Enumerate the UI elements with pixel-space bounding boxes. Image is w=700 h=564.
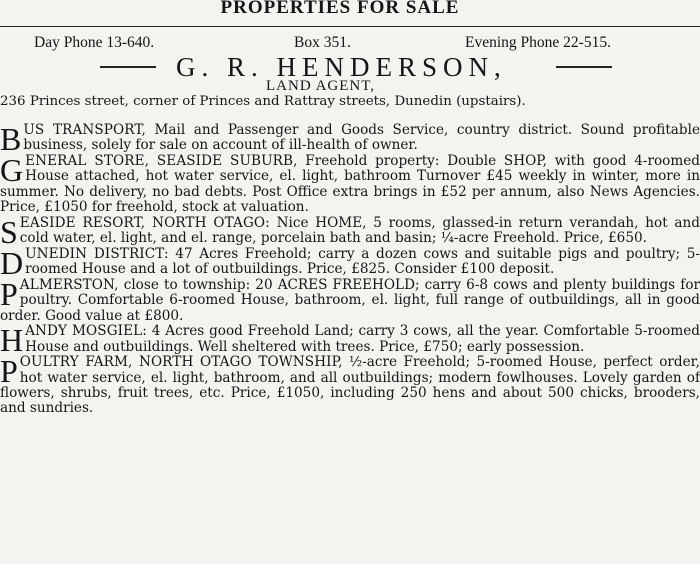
- listing-text: Nice HOME, 5 rooms, glassed-in return verandah, hot and cold water, el. light, and el. range, porcelain bath and basin; ¼-acre Freehold. Price, £650.: [19, 215, 700, 247]
- day-phone: Day Phone 13-640.: [34, 34, 155, 51]
- listing-text: Mail and Passenger and Goods Service, country district. Sound profitable business, solely for sale on account of ill-health of owner.: [23, 123, 700, 154]
- section-title: PROPERTIES FOR SALE: [220, 0, 460, 18]
- contact-row: [0, 34, 700, 54]
- listing-handy-mosgiel: [0, 324, 700, 355]
- header-rule: [0, 26, 700, 27]
- evening-phone: Evening Phone 22-515.: [465, 34, 611, 51]
- drop-cap: B: [0, 123, 22, 154]
- right-dash: [556, 66, 612, 68]
- listing-dunedin-district: [0, 247, 700, 278]
- listing-palmerston: [0, 278, 700, 324]
- listing-lead: EASIDE RESORT, NORTH OTAGO:: [19, 215, 270, 231]
- box-number: Box 351.: [294, 34, 351, 51]
- drop-cap: G: [0, 154, 24, 189]
- listing-general-store: [0, 154, 700, 215]
- drop-cap: P: [0, 277, 18, 312]
- drop-cap: S: [0, 215, 18, 247]
- listing-text: Freehold property: Double SHOP, with good 4-roomed House attached, hot water service, el. light, bathroom Turnover £45 weekly in winter, more in summer. No delivery, no bad debts. Post Office extra brings in £52 per annum, also News Agencies. Price, £1050 for freehold, stock at valuation.: [0, 154, 700, 215]
- drop-cap: H: [0, 324, 24, 355]
- agent-name: G. R. HENDERSON,: [176, 52, 507, 82]
- listing-lead: ENERAL STORE, SEASIDE SUBURB,: [25, 154, 298, 170]
- listing-bus-transport: [0, 123, 700, 154]
- listing-lead: US TRANSPORT,: [23, 123, 146, 138]
- drop-cap: P: [0, 355, 18, 390]
- listing-lead: ANDY MOSGIEL:: [25, 324, 147, 340]
- listing-lead: UNEDIN DISTRICT:: [25, 246, 169, 262]
- agent-address: 236 Princes street, corner of Princes and Rattray streets, Dunedin (upstairs).: [0, 94, 526, 109]
- listing-text: ½-acre Freehold; 5-roomed House, perfect order, hot water service, el. light, bathroom, and all outbuildings; modern fowlhouses. Lovely garden of flowers, shrubs, fruit trees, etc. Price, £1050, including 250 hens and about 500 chicks, brooders, and sundries.: [0, 355, 700, 417]
- listing-poultry-farm: [0, 355, 700, 416]
- listing-seaside-resort: [0, 216, 700, 247]
- left-dash: [100, 66, 156, 68]
- listing-text: 47 Acres Freehold; carry a dozen cows and suitable pigs and poultry; 5-roomed House and a lot of outbuildings. Price, £825. Consider £100 deposit.: [25, 246, 700, 278]
- listing-text: close to township: 20 ACRES FREEHOLD; carry 6-8 cows and plenty buildings for poultry. Comfortable 6-roomed House, bathroom, el. light, full range of outbuildings, all in good order. Good value at £800.: [0, 277, 700, 324]
- listing-lead: OULTRY FARM, NORTH OTAGO TOWNSHIP,: [19, 355, 343, 371]
- listing-lead: ALMERSTON,: [19, 277, 119, 293]
- agent-title: LAND AGENT,: [266, 78, 376, 94]
- listings: [0, 123, 700, 417]
- listing-text: 4 Acres good Freehold Land; carry 3 cows, all the year. Comfortable 5-roomed House and outbuildings. Well sheltered with trees. Price, £750; early possession.: [25, 324, 700, 355]
- drop-cap: D: [0, 246, 24, 278]
